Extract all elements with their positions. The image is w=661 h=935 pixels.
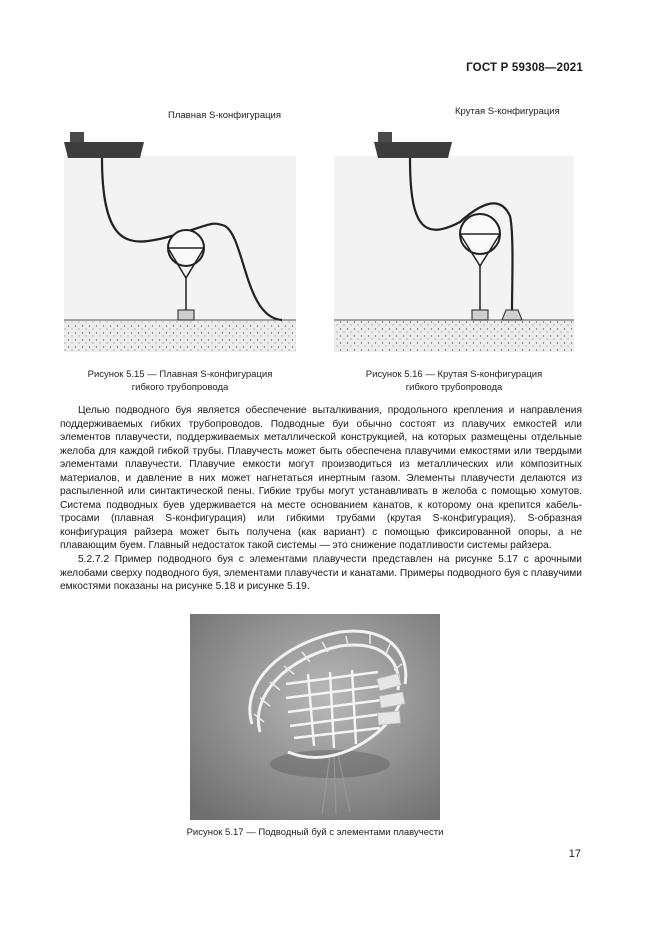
figure-5-16-title: Крутая S-конфигурация	[455, 106, 560, 117]
figure-5-15-title: Плавная S-конфигурация	[168, 110, 281, 121]
figure-5-17-caption: Рисунок 5.17 — Подводный буй с элементами плавучести	[186, 827, 444, 838]
vessel-icon	[64, 132, 144, 158]
seabed	[334, 320, 574, 352]
figure-5-16-caption	[332, 368, 576, 394]
seabed	[64, 320, 296, 352]
figure-5-17-photo	[190, 614, 440, 820]
figure-5-15-caption	[60, 368, 300, 394]
standard-number: ГОСТ Р 59308—2021	[466, 62, 583, 74]
paragraph-5-2-7-2: 5.2.7.2 Пример подводного буя с элементами плавучести представлен на рисунке 5.17 с арочными желобами сверху подводного буя, элементами плавучести и канатами. Примеры подводного буя с плавучими емкостями показаны на рисунке 5.18 и рисунке 5.19.	[60, 554, 582, 593]
caption-line: гибкого трубопровода	[405, 382, 503, 393]
figure-5-16-drawing	[332, 124, 576, 356]
water-area	[334, 156, 574, 320]
riser-base	[502, 310, 522, 320]
body-text	[60, 404, 582, 594]
paragraph-buoy-purpose: Целью подводного буя является обеспечение выталкивания, продольного крепления и направления поддерживаемых гибких трубопроводов. Подводные буи обычно состоят из плавучих емкостей или элементов плавучести, поддерживаемых металлической конструкцией, на которых размещены отдельные желоба для каждой гибкой трубы. Плавучесть может быть обеспечена плавучими емкостями или твердыми элементами плавучести. Плавучие емкости могут производиться из металлических или композитных материалов, и давление в них может нагнетаться инертным газом. Элементы плавучести делаются из распыленной или синтактической пены. Гибкие трубы могут устанавливать в желоба с помощью хомутов. Система подводных буев удерживается на месте основанием канатов, к которому она крепится кабель-тросами (плавная S-конфигурация) или гибкими трубами (крутая S-конфигурация). S-образная конфигурация райзера может быть получена (как вариант) с помощью фиксированной опоры, а не плавающим буем. Главный недостаток такой системы — это снижение податливости системы райзера.	[60, 405, 582, 552]
page-number: 17	[568, 848, 581, 860]
caption-line: Рисунок 5.15 — Плавная S-конфигурация	[87, 369, 273, 380]
figure-5-15-drawing	[60, 128, 300, 356]
caption-line: гибкого трубопровода	[131, 382, 229, 393]
vessel-icon	[374, 132, 452, 158]
caption-line: Рисунок 5.16 — Крутая S-конфигурация	[365, 369, 543, 380]
